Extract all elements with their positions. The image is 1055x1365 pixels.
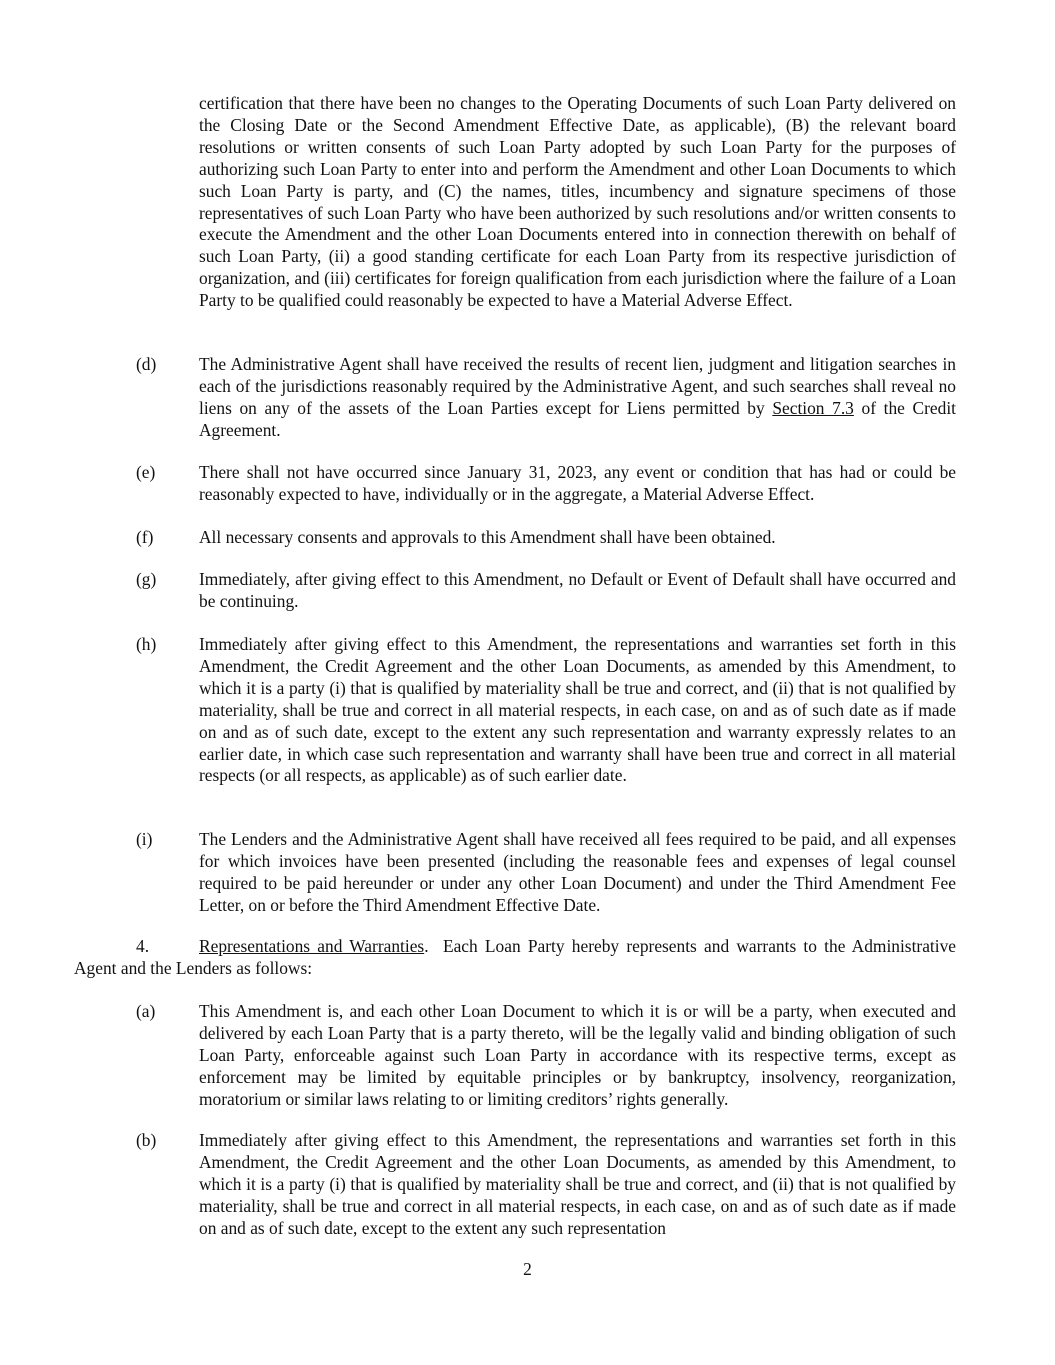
condition-d-text-after: of the Credit Agreement. [199, 397, 956, 440]
rep-item-a-label: (a) [136, 1001, 156, 1021]
section-4-intro: Each Loan Party hereby represents and warrants to the Administrative Agent and the Lenders as follows: [74, 936, 956, 978]
rep-item-a-text: This Amendment is, and each other Loan Document to which it is or will be a party, when executed and delivered by each Loan Party that is a party thereto, will be the legally valid and binding obligation of such Loan Party, enforceable against such Loan Party in accordance with its respective terms, except as enforcement may be limited by equitable principles or by bankruptcy, insolvency, reorganization, moratorium or similar laws relating to or limiting creditors’ rights generally. [199, 1001, 956, 1109]
intro-paragraph: certification that there have been no changes to the Operating Documents of such Loan Party delivered on the Closing Date or the Second Amendment Effective Date, as applicable), (B) the relevant board resolutions or written consents of such Loan Party adopted by such Loan Party for the purposes of authorizing such Loan Party to enter into and perform the Amendment and other Loan Documents to which such Loan Party is party, and (C) the names, titles, incumbency and signature specimens of those representatives of such Loan Party who have been authorized by such resolutions and/or written consents to execute the Amendment and the other Loan Documents entered into in connection therewith on behalf of such Loan Party, (ii) a good standing certificate for each Loan Party from its respective jurisdiction of organization, and (iii) certificates for foreign qualification from each jurisdiction where the failure of a Loan Party to be qualified could reasonably be expected to have a Material Adverse Effect. [199, 93, 956, 311]
condition-h-label: (h) [136, 634, 157, 654]
condition-g-text: Immediately, after giving effect to this Amendment, no Default or Event of Default shall have occurred and be continuing. [199, 569, 956, 611]
section-4-heading-paragraph [74, 936, 956, 980]
rep-item-b-label: (b) [136, 1130, 157, 1150]
condition-e-text: There shall not have occurred since January 31, 2023, any event or condition that has had or could be reasonably expected to have, individually or in the aggregate, a Material Adverse Effect. [199, 462, 956, 504]
rep-item-b-text: Immediately after giving effect to this Amendment, the representations and warranties set forth in this Amendment, the Credit Agreement and the other Loan Documents, as amended by this Amendment, to which it is a party (i) that is qualified by materiality shall be true and correct, and (ii) that is not qualified by materiality, shall be true and correct in all material respects, in each case, on and as of such date as if made on and as of such date, except to the extent any such representation [199, 1130, 956, 1238]
section-7-3-reference: Section 7.3 [772, 397, 854, 418]
condition-e-label: (e) [136, 462, 156, 482]
condition-i-text: The Lenders and the Administrative Agent shall have received all fees required to be paid, and all expenses for which invoices have been presented (including the reasonable fees and expenses of legal counsel required to be paid hereunder or under any other Loan Document) and under the Third Amendment Fee Letter, on or before the Third Amendment Effective Date. [199, 829, 956, 915]
section-4-heading-punct: . [424, 936, 429, 956]
condition-d-text-before: The Administrative Agent shall have received the results of recent lien, judgment and litigation searches in each of the jurisdictions reasonably required by the Administrative Agent, and such searches shall reveal no liens on any of the assets of the Loan Parties except for Liens permitted by [199, 354, 956, 418]
condition-i-label: (i) [136, 829, 153, 849]
section-4-heading: Representations and Warranties [199, 936, 425, 956]
condition-g-label: (g) [136, 569, 157, 589]
page-number: 2 [523, 1259, 532, 1279]
section-4-number: 4. [136, 936, 150, 956]
condition-f-text: All necessary consents and approvals to this Amendment shall have been obtained. [199, 527, 776, 547]
condition-f-label: (f) [136, 527, 154, 547]
condition-h-text: Immediately after giving effect to this Amendment, the representations and warranties set forth in this Amendment, the Credit Agreement and the other Loan Documents, as amended by this Amendment, to which it is a party (i) that is qualified by materiality shall be true and correct, and (ii) that is not qualified by materiality, shall be true and correct in all material respects, in each case, on and as of such date as if made on and as of such date, except to the extent any such representation and warranty expressly relates to an earlier date, in which case such representation and warranty shall have been true and correct in all material respects (or all respects, as applicable) as of such earlier date. [199, 634, 956, 786]
condition-d-text [199, 354, 956, 442]
condition-d-label: (d) [136, 354, 157, 374]
